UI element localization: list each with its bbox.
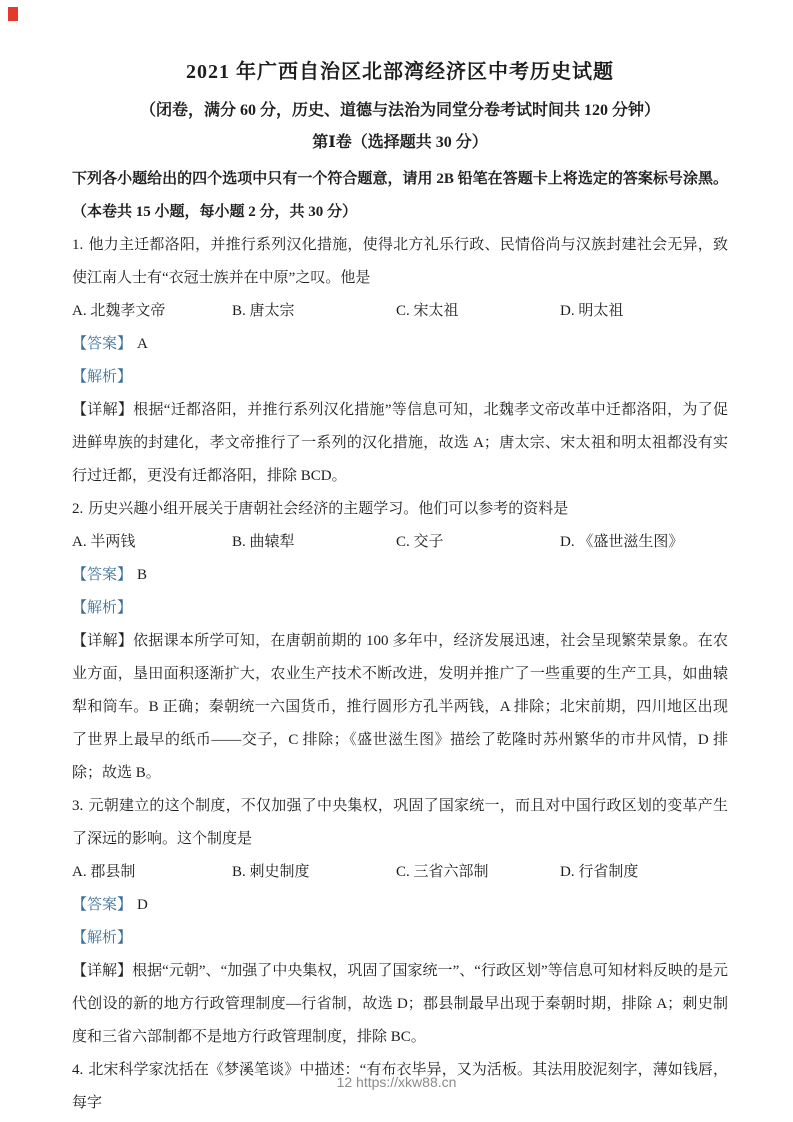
- question-block-1: [72, 229, 728, 493]
- analysis-line: [72, 922, 728, 955]
- instructions-paragraph: 下列各小题给出的四个选项中只有一个符合题意，请用 2B 铅笔在答题卡上将选定的答案标号涂黑。（本卷共 15 小题，每小题 2 分，共 30 分）: [72, 171, 728, 220]
- option-c: C. 三省六部制: [396, 864, 489, 880]
- analysis-label: 【解析】: [72, 600, 133, 616]
- analysis-line: [72, 361, 728, 394]
- detail-paragraph: [72, 625, 728, 790]
- option-a: A. 半两钱: [72, 534, 136, 550]
- options-row: [72, 856, 728, 889]
- option-d: D. 行省制度: [560, 864, 639, 880]
- option-d: D. 明太祖: [560, 303, 624, 319]
- question-text: 他力主迁都洛阳，并推行系列汉化措施，使得北方礼乐行政、民情俗尚与汉族封建社会无异，致使江南人士有“衣冠士族并在中原”之叹。他是: [72, 237, 728, 286]
- question-number: 4.: [72, 1062, 84, 1078]
- answer-value: D: [137, 897, 148, 913]
- answer-line: [72, 328, 728, 361]
- question-number: 3.: [72, 798, 84, 814]
- analysis-label: 【解析】: [72, 930, 133, 946]
- answer-label: 【答案】: [72, 336, 133, 352]
- option-b: B. 刺史制度: [232, 864, 310, 880]
- page-title: 2021 年广西自治区北部湾经济区中考历史试题: [186, 61, 614, 83]
- answer-label: 【答案】: [72, 897, 133, 913]
- detail-paragraph: [72, 955, 728, 1054]
- answer-value: B: [137, 567, 148, 583]
- question-number: 2.: [72, 501, 84, 517]
- question-text: 北宋科学家沈括在《梦溪笔谈》中描述：“有布衣毕异，又为活板。其法用胶泥刻字，薄如钱唇，每字: [72, 1062, 728, 1111]
- red-bookmark-icon: [8, 7, 18, 21]
- option-c: C. 交子: [396, 534, 444, 550]
- option-b: B. 唐太宗: [232, 303, 295, 319]
- answer-line: [72, 889, 728, 922]
- detail-label: 【详解】: [72, 402, 134, 418]
- question-stem: [72, 229, 728, 295]
- section-heading: 第Ⅰ卷（选择题共 30 分）: [312, 134, 488, 151]
- answer-value: A: [137, 336, 148, 352]
- question-stem: [72, 493, 728, 526]
- detail-text: 根据“元朝”、“加强了中央集权，巩固了国家统一”、“行政区划”等信息可知材料反映的是元代创设的新的地方行政管理制度—行省制，故选 D；郡县制最早出现于秦朝时期，排除 A；刺史制度和三省六部制都不是地方行政管理制度，排除 BC。: [72, 963, 728, 1045]
- analysis-label: 【解析】: [72, 369, 133, 385]
- detail-label: 【详解】: [72, 633, 134, 649]
- answer-label: 【答案】: [72, 567, 133, 583]
- question-block-2: [72, 493, 728, 790]
- question-block-3: [72, 790, 728, 1054]
- exam-rules-subtitle: （闭卷，满分 60 分，历史、道德与法治为同堂分卷考试时间共 120 分钟）: [139, 102, 660, 119]
- option-c: C. 宋太祖: [396, 303, 459, 319]
- options-row: [72, 526, 728, 559]
- option-b: B. 曲辕犁: [232, 534, 295, 550]
- question-text: 元朝建立的这个制度，不仅加强了中央集权，巩固了国家统一，而且对中国行政区划的变革产生了深远的影响。这个制度是: [72, 798, 728, 847]
- option-d: D. 《盛世滋生图》: [560, 534, 684, 550]
- detail-paragraph: [72, 394, 728, 493]
- options-row: [72, 295, 728, 328]
- detail-text: 依据课本所学可知，在唐朝前期的 100 多年中，经济发展迅速，社会呈现繁荣景象。在农业方面，垦田面积逐渐扩大，农业生产技术不断改进，发明并推广了一些重要的生产工具，如曲辕犁和筒车。B 正确；秦朝统一六国货币，推行圆形方孔半两钱，A 排除；北宋前期，四川地区出现了世界上最早的纸币——交子，C 排除；《盛世滋生图》描绘了乾隆时苏州繁华的市井风情，D 排除；故选 B。: [72, 633, 728, 781]
- question-stem: [72, 790, 728, 856]
- question-number: 1.: [72, 237, 84, 253]
- analysis-line: [72, 592, 728, 625]
- page-footer: 12 https://xkw88.cn: [336, 1074, 457, 1090]
- option-a: A. 郡县制: [72, 864, 136, 880]
- option-a: A. 北魏孝文帝: [72, 303, 166, 319]
- detail-text: 根据“迁都洛阳，并推行系列汉化措施”等信息可知，北魏孝文帝改革中迁都洛阳，为了促进鲜卑族的封建化，孝文帝推行了一系列的汉化措施，故选 A；唐太宗、宋太祖和明太祖都没有实行过迁都，更没有迁都洛阳，排除 BCD。: [72, 402, 728, 484]
- question-text: 历史兴趣小组开展关于唐朝社会经济的主题学习。他们可以参考的资料是: [88, 501, 569, 517]
- detail-label: 【详解】: [72, 963, 133, 979]
- answer-line: [72, 559, 728, 592]
